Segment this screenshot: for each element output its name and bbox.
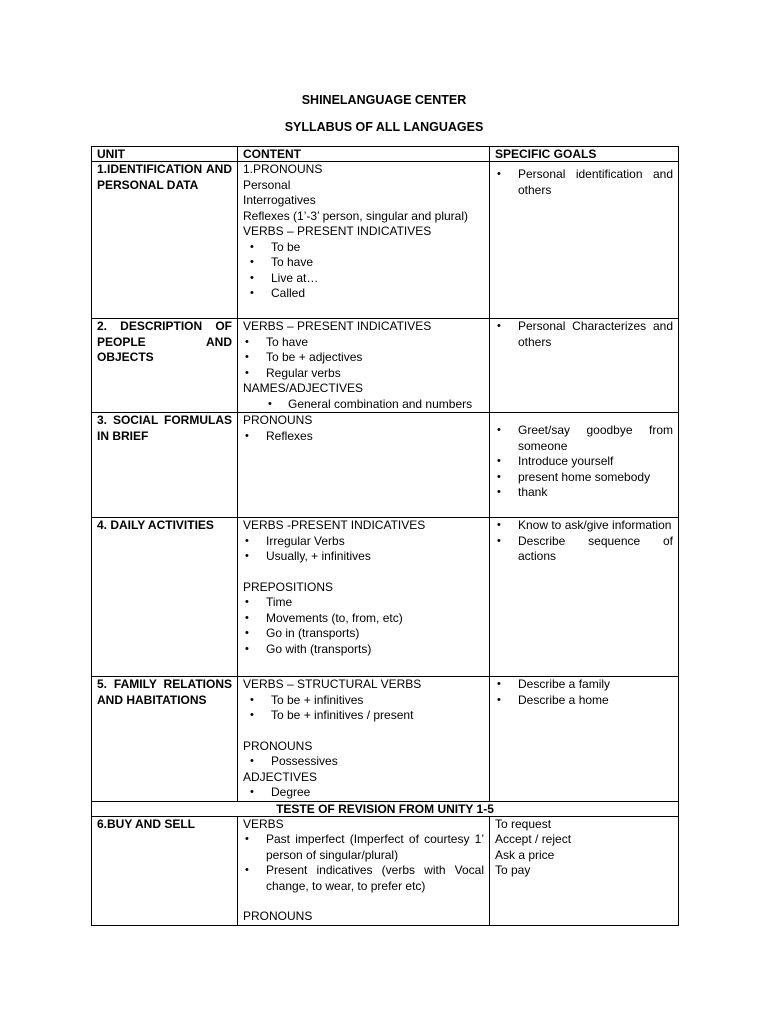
list-item: • Introduce yourself xyxy=(495,454,673,470)
list-item: • Describe a home xyxy=(495,693,673,709)
content-cell xyxy=(238,518,490,677)
unit-cell: 4. DAILY ACTIVITIES xyxy=(92,518,238,677)
list-item: • Describe sequence of actions xyxy=(495,534,673,565)
list-item: • present home somebody xyxy=(495,470,673,486)
goal-line: Ask a price xyxy=(495,847,555,862)
list-item: • Reflexes xyxy=(243,429,484,445)
content-line: Reflexes (1’-3’ person, singular and plural) xyxy=(243,208,468,223)
revision-row xyxy=(92,801,679,816)
list-item: • Know to ask/give information xyxy=(495,518,673,534)
content-line: VERBS xyxy=(243,816,284,831)
content-cell xyxy=(238,319,490,413)
column-header-goals: SPECIFIC GOALS xyxy=(490,147,679,162)
table-row xyxy=(92,413,679,518)
goals-cell xyxy=(490,162,679,319)
table-row xyxy=(92,162,679,319)
document-subtitle: SYLLABUS OF ALL LANGUAGES xyxy=(284,120,484,134)
list-item: • Live at… xyxy=(243,271,484,287)
content-cell xyxy=(238,677,490,802)
content-line: VERBS – STRUCTURAL VERBS xyxy=(243,677,422,691)
table-row xyxy=(92,518,679,677)
unit-cell: 5. FAMILY RELATIONS AND HABITATIONS xyxy=(92,677,238,802)
bullet-list xyxy=(243,429,484,445)
bullet-list xyxy=(243,754,484,770)
bullet-list xyxy=(243,397,484,413)
list-item: • Describe a family xyxy=(495,677,673,693)
bullet-list xyxy=(243,335,484,382)
spacer xyxy=(243,724,484,739)
goal-list xyxy=(495,518,673,565)
list-item: • To be + infinitives xyxy=(243,693,484,709)
bullet-list xyxy=(243,693,484,724)
list-item: • Possessives xyxy=(243,754,484,770)
list-item: • To have xyxy=(243,255,484,271)
spacer xyxy=(243,894,484,909)
goals-cell xyxy=(490,677,679,802)
content-line: 1.PRONOUNS xyxy=(243,162,323,176)
list-item: • To be + infinitives / present xyxy=(243,708,484,724)
list-item: • Go with (transports) xyxy=(243,642,484,658)
content-line: NAMES/ADJECTIVES xyxy=(243,381,364,395)
goal-list xyxy=(495,677,673,708)
bullet-list xyxy=(243,534,484,565)
revision-banner: TESTE OF REVISION FROM UNITY 1-5 xyxy=(92,801,679,816)
content-line: ADJECTIVES xyxy=(243,769,318,784)
syllabus-table xyxy=(91,146,679,926)
document-title: SHINELANGUAGE CENTER xyxy=(301,93,467,107)
content-line: PRONOUNS xyxy=(243,413,313,427)
list-item: • thank xyxy=(495,485,673,501)
column-header-unit: UNIT xyxy=(92,147,238,162)
list-item: • To have xyxy=(243,335,484,351)
content-line: Personal xyxy=(243,177,291,192)
unit-cell: 1.IDENTIFICATION AND PERSONAL DATA xyxy=(92,162,238,319)
spacer xyxy=(243,565,484,580)
content-line: PREPOSITIONS xyxy=(243,579,334,594)
list-item: • Present indicatives (verbs with Vocal change, to wear, to prefer etc) xyxy=(243,863,484,894)
goal-list xyxy=(495,167,673,198)
table-row xyxy=(92,319,679,413)
goals-cell xyxy=(490,518,679,677)
list-item: • Past imperfect (Imperfect of courtesy 1’ person of singular/plural) xyxy=(243,832,484,863)
list-item: • Time xyxy=(243,595,484,611)
bullet-list xyxy=(243,832,484,894)
goals-cell xyxy=(490,413,679,518)
content-cell xyxy=(238,413,490,518)
list-item: • Irregular Verbs xyxy=(243,534,484,550)
content-line: PRONOUNS xyxy=(243,738,313,753)
unit-cell: 6.BUY AND SELL xyxy=(92,816,238,925)
list-item: • Called xyxy=(243,286,484,302)
table-row xyxy=(92,816,679,925)
table-row xyxy=(92,677,679,802)
unit-cell: 3. SOCIAL FORMULAS IN BRIEF xyxy=(92,413,238,518)
goal-line: To pay xyxy=(495,863,531,877)
content-line: VERBS – PRESENT INDICATIVES xyxy=(243,319,432,333)
content-line: VERBS – PRESENT INDICATIVES xyxy=(243,224,432,238)
list-item: • General combination and numbers xyxy=(243,397,484,413)
column-header-content: CONTENT xyxy=(238,147,490,162)
goal-list xyxy=(495,423,673,501)
list-item: • Degree xyxy=(243,785,484,801)
list-item: • Personal identification and others xyxy=(495,167,673,198)
list-item: • Regular verbs xyxy=(243,366,484,382)
content-line: PRONOUNS xyxy=(243,909,313,923)
table-header-row xyxy=(92,147,679,162)
list-item: • Go in (transports) xyxy=(243,626,484,642)
list-item: • To be + adjectives xyxy=(243,350,484,366)
content-line: Interrogatives xyxy=(243,193,316,207)
goal-list xyxy=(495,319,673,350)
bullet-list xyxy=(243,595,484,657)
list-item: • To be xyxy=(243,240,484,256)
content-cell xyxy=(238,162,490,319)
goals-cell xyxy=(490,816,679,925)
content-line: VERBS -PRESENT INDICATIVES xyxy=(243,518,426,532)
unit-cell: 2. DESCRIPTION OF PEOPLE AND OBJECTS xyxy=(92,319,238,413)
list-item: • Movements (to, from, etc) xyxy=(243,611,484,627)
list-item: • Personal Characterizes and others xyxy=(495,319,673,350)
bullet-list xyxy=(243,785,484,801)
content-cell xyxy=(238,816,490,925)
list-item: • Usually, + infinitives xyxy=(243,549,484,565)
goal-line: To request xyxy=(495,816,552,831)
list-item: • Greet/say goodbye from someone xyxy=(495,423,673,454)
goals-cell xyxy=(490,319,679,413)
goal-line: Accept / reject xyxy=(495,832,572,846)
bullet-list xyxy=(243,240,484,302)
